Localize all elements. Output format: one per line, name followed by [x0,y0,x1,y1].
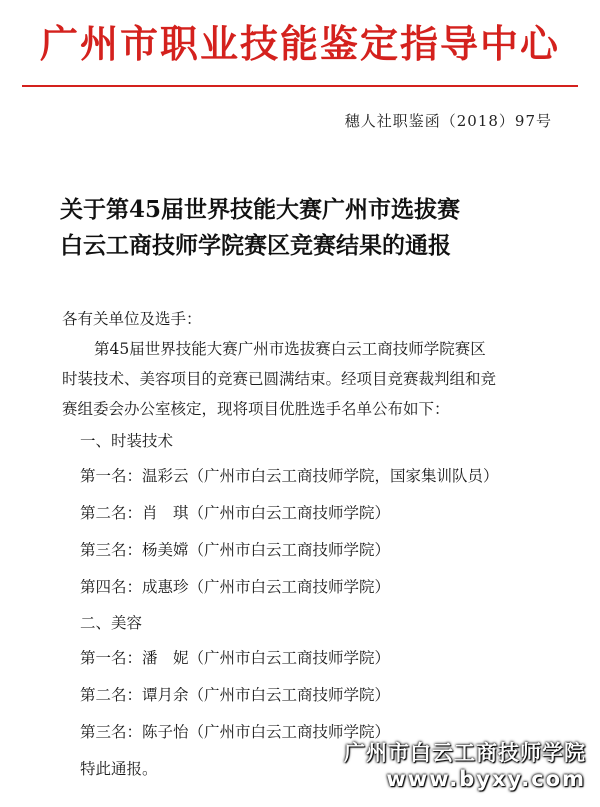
paragraph-line-1: 第45届世界技能大赛广州市选拔赛白云工商技师学院赛区 [94,340,486,358]
watermark [344,737,586,791]
letterhead-rule [22,85,578,87]
paragraph-line-3: 赛组委会办公室核定，现将项目优胜选手名单公布如下： [62,400,450,418]
closing-text: 特此通报。 [80,760,158,778]
paragraph-line-2: 时装技术、美容项目的竞赛已圆满结束。经项目竞赛裁判组和竞 [62,370,497,388]
document-title-line-2: 白云工商技师学院赛区竞赛结果的通报 [60,232,451,259]
fashion-rank-2: 第二名：肖 琪（广州市白云工商技师学院） [80,504,391,522]
document-number: 穗人社职鉴函（2018）97号 [344,112,552,130]
section-heading-fashion: 一、时装技术 [80,432,174,450]
fashion-rank-1: 第一名：温彩云（广州市白云工商技师学院，国家集训队员） [80,467,499,485]
salutation: 各有关单位及选手： [62,310,202,328]
document-body [62,304,582,788]
section-heading-beauty: 二、美容 [80,614,143,632]
letterhead-title: 广州市职业技能鉴定指导中心 [40,22,561,66]
beauty-rank-2: 第二名：谭月余（广州市白云工商技师学院） [80,686,391,704]
fashion-rank-4: 第四名：成惠珍（广州市白云工商技师学院） [80,578,391,596]
beauty-rank-1: 第一名：潘 妮（广州市白云工商技师学院） [80,649,391,667]
watermark-school-name: 广州市白云工商技师学院 [344,741,586,765]
watermark-url: www.byxy.com [386,767,586,791]
document-title-line-1: 关于第45届世界技能大赛广州市选拔赛 [60,196,461,223]
document-title [60,192,560,264]
fashion-rank-3: 第三名：杨美嫦（广州市白云工商技师学院） [80,541,391,559]
beauty-rank-3: 第三名：陈子怡（广州市白云工商技师学院） [80,723,391,741]
